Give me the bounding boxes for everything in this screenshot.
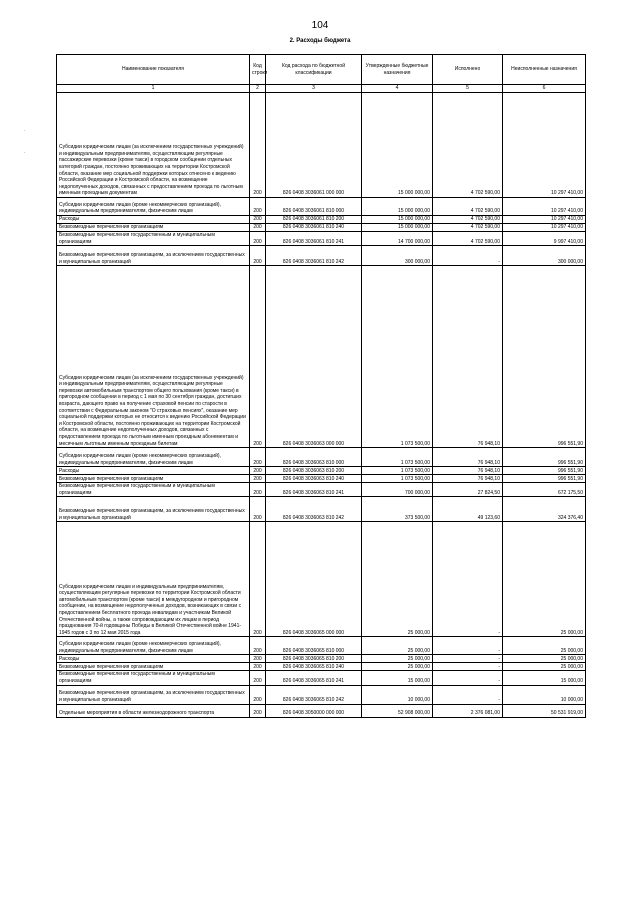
- row-name: Субсидии юридическим лицам (кроме некоммерческих организаций), индивидуальным предпринимателям, физическим лицам: [57, 198, 250, 216]
- row-approved: 52 908 000,00: [362, 704, 433, 717]
- row-budget-code: 826 0408 3036061 810 241: [266, 232, 362, 246]
- row-name: Расходы: [57, 655, 250, 663]
- table-row: [57, 266, 586, 448]
- row-name: Безвозмездные перечисления государственным и муниципальным организациям: [57, 232, 250, 246]
- row-line-code: 200: [250, 663, 266, 671]
- row-budget-code: 826 0408 3036061 810 240: [266, 224, 362, 232]
- row-approved: 25 000,00: [362, 663, 433, 671]
- row-name: Расходы: [57, 467, 250, 475]
- row-name: Безвозмездные перечисления организациям, за исключением государственных и муниципальных организаций: [57, 497, 250, 522]
- section-title: 2. Расходы бюджета: [289, 38, 351, 44]
- row-unexecuted: 10 297 410,00: [503, 198, 586, 216]
- expenditure-table: [56, 54, 586, 718]
- row-name: Безвозмездные перечисления государственным и муниципальным организациям: [57, 671, 250, 685]
- row-budget-code: 826 0408 3036061 810 200: [266, 216, 362, 224]
- table-row: [57, 483, 586, 497]
- table-row: [57, 704, 586, 717]
- row-executed: 4 702 590,00: [433, 93, 503, 198]
- row-line-code: 200: [250, 93, 266, 198]
- column-number: 5: [433, 85, 503, 93]
- table-row: [57, 93, 586, 198]
- row-executed: 49 123,60: [433, 497, 503, 522]
- row-line-code: 200: [250, 266, 266, 448]
- row-unexecuted: 672 175,50: [503, 483, 586, 497]
- row-executed: 76 948,10: [433, 448, 503, 467]
- row-name: Безвозмездные перечисления организациям, за исключением государственных и муниципальных организаций: [57, 685, 250, 704]
- row-approved: 14 700 000,00: [362, 232, 433, 246]
- table-row: [57, 216, 586, 224]
- row-line-code: 200: [250, 467, 266, 475]
- margin-mark: ·: [24, 128, 26, 134]
- row-name: Субсидии юридическим лицам (кроме некоммерческих организаций), индивидуальным предпринимателям, физическим лицам: [57, 637, 250, 655]
- header-approved: Утвержденные бюджетные назначения: [362, 55, 433, 85]
- row-executed: 76 948,10: [433, 475, 503, 483]
- table-row: [57, 224, 586, 232]
- row-unexecuted: 25 000,00: [503, 522, 586, 637]
- row-budget-code: 826 0408 3036065 810 241: [266, 671, 362, 685]
- row-name: Субсидии юридическим лицам (кроме некоммерческих организаций), индивидуальным предпринимателям, физическим лицам: [57, 448, 250, 467]
- header-executed: Исполнено: [433, 55, 503, 85]
- row-executed: -: [433, 671, 503, 685]
- row-name: Безвозмездные перечисления организациям, за исключением государственных и муниципальных организаций: [57, 246, 250, 266]
- row-line-code: 200: [250, 475, 266, 483]
- row-unexecuted: 10 297 410,00: [503, 93, 586, 198]
- row-executed: 4 702 590,00: [433, 232, 503, 246]
- row-budget-code: 826 0408 3036061 000 000: [266, 93, 362, 198]
- row-name: Субсидии юридическим лицам (за исключением государственных учреждений) и индивидуальным предпринимателям, осуществляющим регулярные пассажирские перевозки (кроме такси) в городском сообщении отдельных категорий граждан, постоянно проживающих на территории Костромской области, оказание мер социальной поддержки которых отнесено к ведению Российской Федерации и Костромской области, на возмещение недополученных доходов, связанных с предоставлением проезда по льготным именным проездным документам: [57, 93, 250, 198]
- row-line-code: 200: [250, 246, 266, 266]
- page-number: 104: [311, 20, 329, 31]
- row-line-code: 200: [250, 232, 266, 246]
- row-approved: 1 073 500,00: [362, 448, 433, 467]
- row-budget-code: 826 0408 3036061 810 242: [266, 246, 362, 266]
- header-unexecuted: Неисполненные назначения: [503, 55, 586, 85]
- row-unexecuted: 10 297 410,00: [503, 216, 586, 224]
- table-row: [57, 497, 586, 522]
- table-row: [57, 671, 586, 685]
- row-budget-code: 826 0408 3036063 810 242: [266, 497, 362, 522]
- column-number: 2: [250, 85, 266, 93]
- table-row: [57, 637, 586, 655]
- column-number: 4: [362, 85, 433, 93]
- row-unexecuted: 10 000,00: [503, 685, 586, 704]
- row-executed: -: [433, 637, 503, 655]
- row-approved: 15 000 000,00: [362, 198, 433, 216]
- row-budget-code: 826 0408 3036063 810 200: [266, 467, 362, 475]
- column-number: 1: [57, 85, 250, 93]
- table-row: [57, 246, 586, 266]
- row-unexecuted: 25 000,00: [503, 637, 586, 655]
- table-row: [57, 232, 586, 246]
- row-executed: -: [433, 663, 503, 671]
- row-unexecuted: 996 551,90: [503, 475, 586, 483]
- row-approved: 700 000,00: [362, 483, 433, 497]
- row-budget-code: 826 0408 3036063 000 000: [266, 266, 362, 448]
- table-row: [57, 475, 586, 483]
- row-approved: 15 000 000,00: [362, 224, 433, 232]
- row-executed: -: [433, 246, 503, 266]
- row-unexecuted: 25 000,00: [503, 663, 586, 671]
- row-budget-code: 826 0408 3050000 000 000: [266, 704, 362, 717]
- row-budget-code: 826 0408 3036063 810 241: [266, 483, 362, 497]
- table-row: [57, 522, 586, 637]
- row-unexecuted: 324 376,40: [503, 497, 586, 522]
- row-executed: 27 824,50: [433, 483, 503, 497]
- row-unexecuted: 996 551,90: [503, 448, 586, 467]
- row-approved: 15 000,00: [362, 671, 433, 685]
- row-line-code: 200: [250, 655, 266, 663]
- row-name: Расходы: [57, 216, 250, 224]
- row-unexecuted: 996 551,90: [503, 266, 586, 448]
- row-approved: 1 073 500,00: [362, 467, 433, 475]
- row-approved: 25 000,00: [362, 655, 433, 663]
- row-budget-code: 826 0408 3036065 810 242: [266, 685, 362, 704]
- row-budget-code: 826 0408 3036065 810 200: [266, 655, 362, 663]
- row-unexecuted: 10 297 410,00: [503, 224, 586, 232]
- row-name: Безвозмездные перечисления организациям: [57, 475, 250, 483]
- row-name: Безвозмездные перечисления государственным и муниципальным организациям: [57, 483, 250, 497]
- row-unexecuted: 50 531 919,00: [503, 704, 586, 717]
- table-row: [57, 663, 586, 671]
- row-budget-code: 826 0408 3036065 000 000: [266, 522, 362, 637]
- row-line-code: 200: [250, 671, 266, 685]
- row-approved: 15 000 000,00: [362, 93, 433, 198]
- row-unexecuted: 996 551,90: [503, 467, 586, 475]
- row-executed: 76 948,10: [433, 467, 503, 475]
- row-name: Отдельные мероприятия в области железнодорожного транспорта: [57, 704, 250, 717]
- row-budget-code: 826 0408 3036063 810 240: [266, 475, 362, 483]
- table-row: [57, 448, 586, 467]
- row-budget-code: 826 0408 3036063 810 000: [266, 448, 362, 467]
- row-line-code: 200: [250, 704, 266, 717]
- row-executed: 4 702 590,00: [433, 198, 503, 216]
- header-name: Наименование показателя: [57, 55, 250, 85]
- row-line-code: 200: [250, 224, 266, 232]
- row-executed: -: [433, 685, 503, 704]
- row-name: Безвозмездные перечисления организациям: [57, 663, 250, 671]
- table-row: [57, 467, 586, 475]
- table-row: [57, 685, 586, 704]
- row-line-code: 200: [250, 198, 266, 216]
- row-executed: 4 702 590,00: [433, 224, 503, 232]
- row-approved: 1 073 500,00: [362, 266, 433, 448]
- row-line-code: 200: [250, 522, 266, 637]
- row-name: Субсидии юридическим лицам (за исключением государственных учреждений) и индивидуальным предпринимателям, осуществляющим регулярные перевозки автомобильным транспортом общего пользования (кроме такси) в пригородном сообщении в период с 1 мая по 30 сентября граждан, достигших возраста, дающего право на получение страховой пенсии по старости в соответствии с Федеральным законом "О страховых пенсиях", оказание мер социальной поддержки которых не относится к ведению Российской Федерации и Костромской области, постоянно проживающих на территории Костромской области, на возмещение недополученных доходов, связанных с предоставлением проезда по льготным именным проездным абонементам и месячным льготным именным проездным билетам: [57, 266, 250, 448]
- row-approved: 1 073 500,00: [362, 475, 433, 483]
- row-executed: 2 376 081,00: [433, 704, 503, 717]
- margin-mark: ·: [24, 150, 26, 156]
- row-budget-code: 826 0408 3036065 810 000: [266, 637, 362, 655]
- row-approved: 15 000 000,00: [362, 216, 433, 224]
- row-line-code: 200: [250, 637, 266, 655]
- column-number: 6: [503, 85, 586, 93]
- row-approved: 10 000,00: [362, 685, 433, 704]
- row-line-code: 200: [250, 448, 266, 467]
- row-line-code: 200: [250, 216, 266, 224]
- row-line-code: 200: [250, 497, 266, 522]
- row-executed: 76 948,10: [433, 266, 503, 448]
- row-executed: -: [433, 522, 503, 637]
- row-executed: -: [433, 655, 503, 663]
- row-unexecuted: 300 000,00: [503, 246, 586, 266]
- row-unexecuted: 25 000,00: [503, 655, 586, 663]
- row-unexecuted: 15 000,00: [503, 671, 586, 685]
- table-row: [57, 198, 586, 216]
- row-approved: 25 000,00: [362, 637, 433, 655]
- row-budget-code: 826 0408 3036065 810 240: [266, 663, 362, 671]
- table-row: [57, 655, 586, 663]
- header-budget-code: Код расхода по бюджетной классификации: [266, 55, 362, 85]
- row-budget-code: 826 0408 3036061 810 000: [266, 198, 362, 216]
- row-name: Субсидии юридическим лицам и индивидуальным предпринимателям, осуществляющим регулярные перевозки по территории Костромской области автомобильным транспортом (кроме такси) в междугородном и пригородном сообщении, на возмещение недополученных доходов, возникающих в связи с предоставлением бесплатного проезда инвалидам и участникам Великой Отечественной войны, а также сопровождающим их лицам в период празднования 70-й годовщины Победы в Великой Отечественной войне 1941-1945 годов с 3 по 12 мая 2015 года: [57, 522, 250, 637]
- row-approved: 373 500,00: [362, 497, 433, 522]
- column-number: 3: [266, 85, 362, 93]
- column-index-row: [57, 85, 586, 93]
- row-line-code: 200: [250, 483, 266, 497]
- row-approved: 300 000,00: [362, 246, 433, 266]
- row-approved: 25 000,00: [362, 522, 433, 637]
- row-name: Безвозмездные перечисления организациям: [57, 224, 250, 232]
- row-line-code: 200: [250, 685, 266, 704]
- row-unexecuted: 9 997 410,00: [503, 232, 586, 246]
- header-line-code: Код строки: [250, 55, 266, 85]
- row-executed: 4 702 590,00: [433, 216, 503, 224]
